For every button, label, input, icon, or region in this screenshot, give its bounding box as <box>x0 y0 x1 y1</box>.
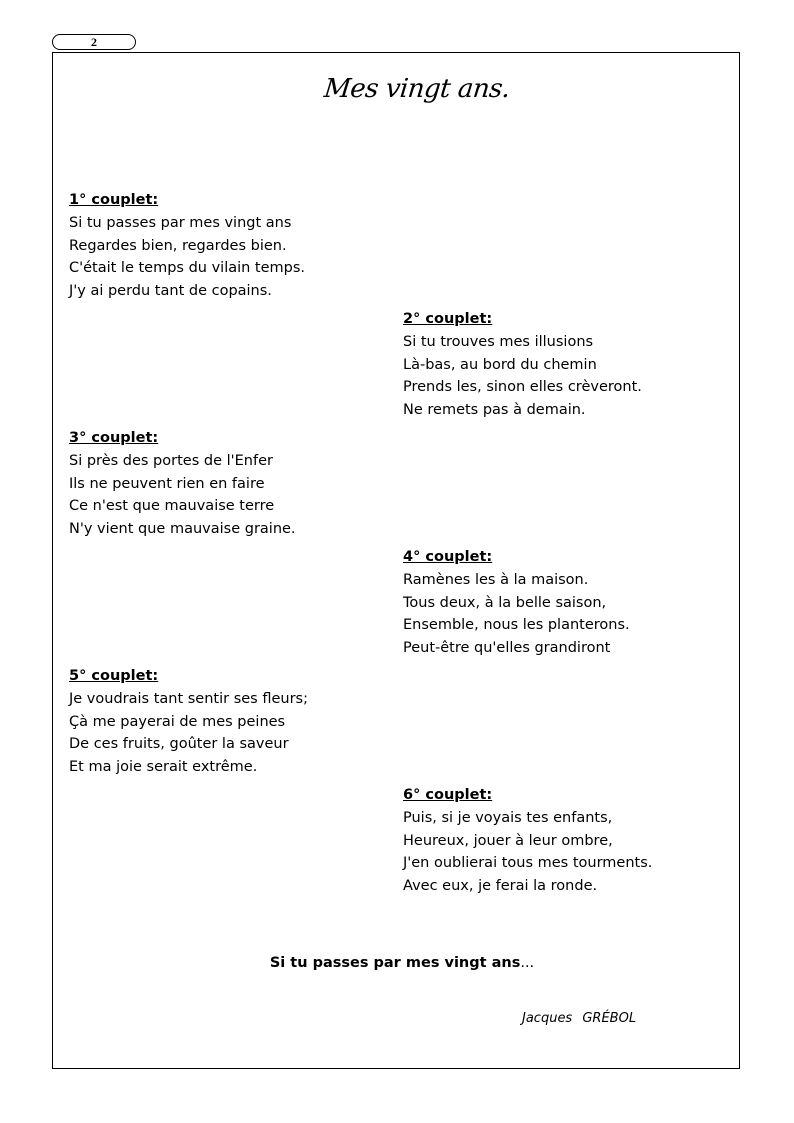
couplet-5 <box>69 665 308 779</box>
verse-line: Regardes bien, regardes bien. <box>69 237 287 254</box>
couplet-heading: 2° couplet: <box>403 311 493 327</box>
refrain-text: Si tu passes par mes vingt ans <box>269 955 521 971</box>
couplet-1 <box>69 189 305 303</box>
couplet-heading: 6° couplet: <box>403 787 493 803</box>
author-signature: Jacques GRÉBOL <box>522 1011 637 1026</box>
verse-line: Ne remets pas à demain. <box>403 402 586 419</box>
verse-line: Si tu passes par mes vingt ans <box>69 214 292 231</box>
verse-line: J'y ai perdu tant de copains. <box>69 283 272 300</box>
verse-line: Là-bas, au bord du chemin <box>403 356 597 373</box>
verse-line: N'y vient que mauvaise graine. <box>69 521 296 538</box>
refrain-line <box>0 955 794 971</box>
verse-line: Ensemble, nous les planterons. <box>403 617 630 634</box>
verse-line: Avec eux, je ferai la ronde. <box>403 878 598 895</box>
couplet-6 <box>403 784 652 898</box>
verse-line: Ils ne peuvent rien en faire <box>69 475 265 492</box>
couplet-heading: 5° couplet: <box>69 668 159 684</box>
verse-line: Si tu trouves mes illusions <box>403 333 594 350</box>
couplet-heading: 3° couplet: <box>69 430 159 446</box>
verse-line: J'en oublierai tous mes tourments. <box>403 855 653 872</box>
verse-line: Heureux, jouer à leur ombre, <box>403 832 613 849</box>
verse-line: Et ma joie serait extrême. <box>69 759 258 776</box>
verse-line: Je voudrais tant sentir ses fleurs; <box>69 690 308 707</box>
verse-line: Si près des portes de l'Enfer <box>69 452 273 469</box>
couplet-4 <box>403 546 630 660</box>
couplet-2 <box>403 308 642 422</box>
verse-line: Peut-être qu'elles grandiront <box>403 640 611 657</box>
couplet-heading: 4° couplet: <box>403 549 493 565</box>
song-title: Mes vingt ans. <box>322 74 512 104</box>
page-number-badge: 2 <box>52 34 136 50</box>
verse-line: Prends les, sinon elles crèveront. <box>403 379 642 396</box>
refrain-ellipsis: ... <box>520 955 535 971</box>
verse-line: Puis, si je voyais tes enfants, <box>403 809 613 826</box>
verse-line: C'était le temps du vilain temps. <box>69 260 306 277</box>
verse-line: Çà me payerai de mes peines <box>69 713 286 730</box>
verse-line: Tous deux, à la belle saison, <box>403 594 607 611</box>
couplet-heading: 1° couplet: <box>69 192 159 208</box>
couplet-3 <box>69 427 296 541</box>
verse-line: Ramènes les à la maison. <box>403 571 589 588</box>
verse-line: Ce n'est que mauvaise terre <box>69 498 275 515</box>
verse-line: De ces fruits, goûter la saveur <box>69 736 289 753</box>
